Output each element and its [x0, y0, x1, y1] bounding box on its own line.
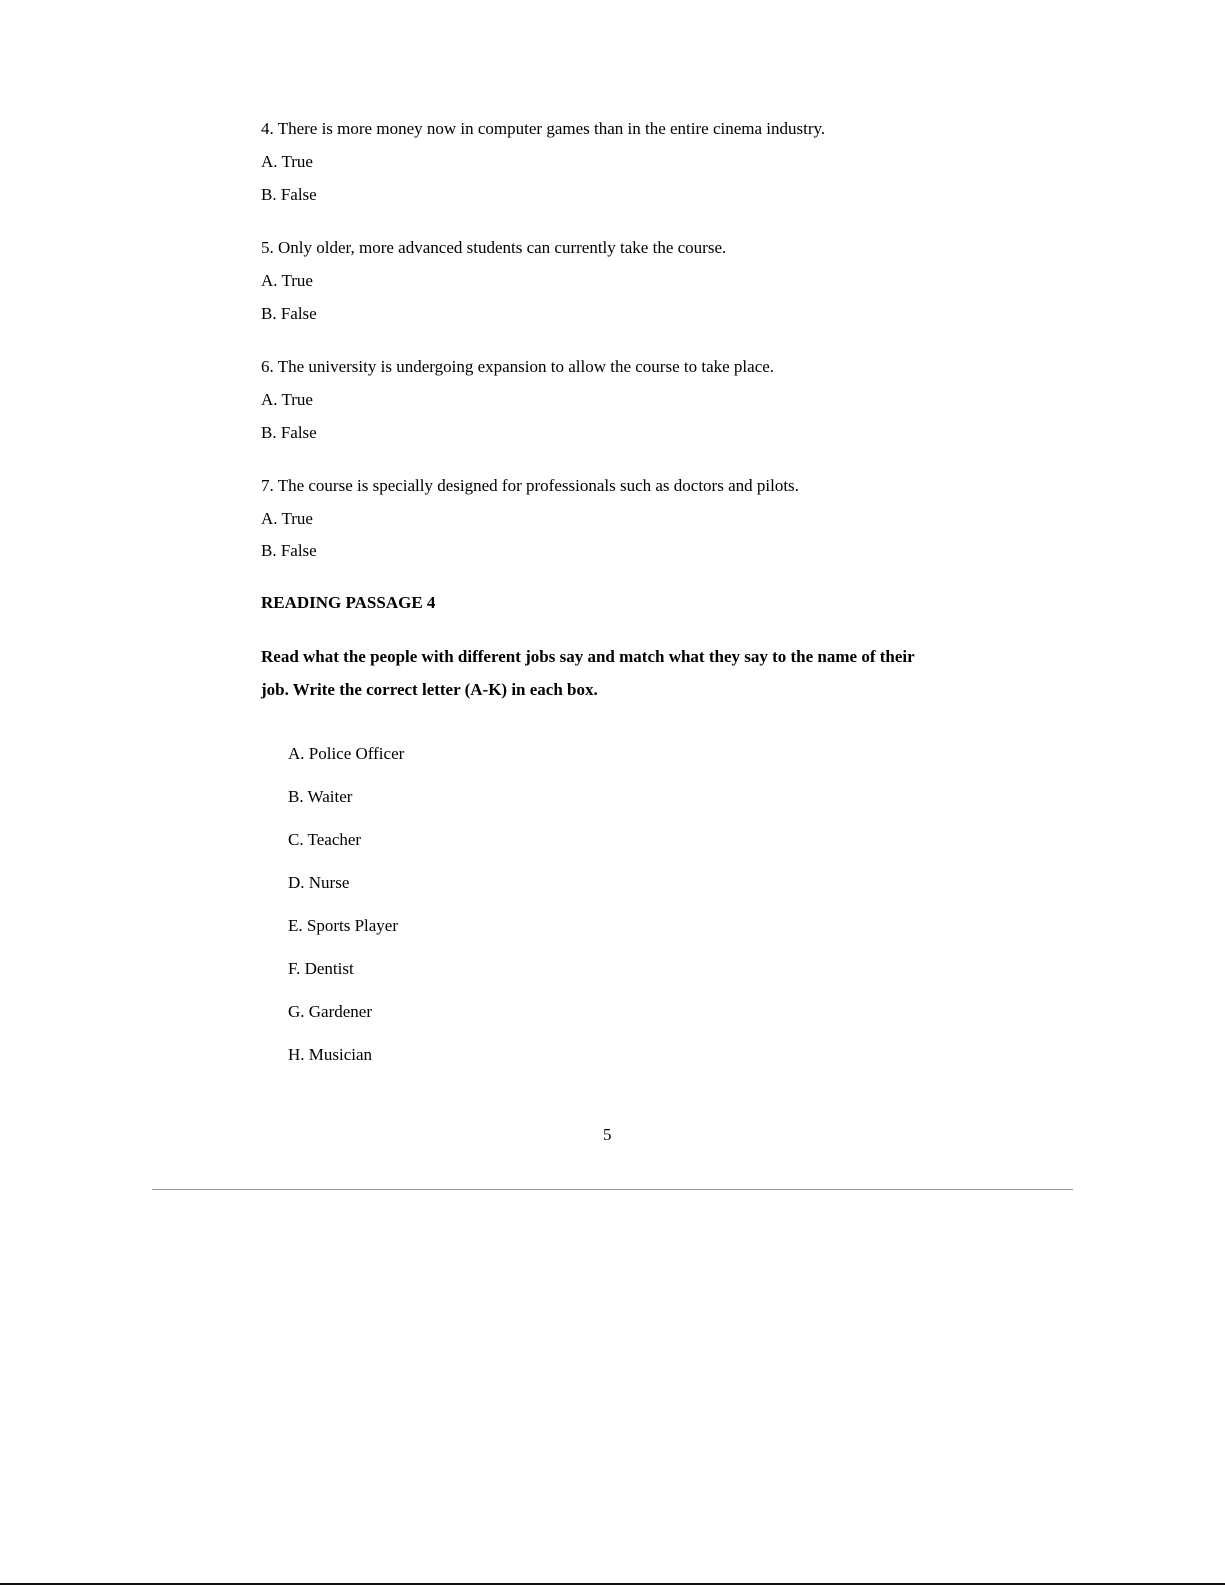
- job-item: F. Dentist: [288, 959, 354, 978]
- job-item: B. Waiter: [288, 787, 353, 806]
- question-5-option-a: A. True: [261, 271, 313, 290]
- passage-instruction-line-1: Read what the people with different jobs say and match what they say to the name of their: [261, 647, 915, 666]
- question-6-option-b: B. False: [261, 423, 317, 442]
- question-7-option-b: B. False: [261, 541, 317, 560]
- job-item: H. Musician: [288, 1045, 373, 1064]
- question-4-text: 4. There is more money now in computer games than in the entire cinema industry.: [261, 119, 826, 138]
- job-item: D. Nurse: [288, 873, 350, 892]
- job-item: C. Teacher: [288, 830, 362, 849]
- job-item: E. Sports Player: [288, 916, 399, 935]
- question-7-option-a: A. True: [261, 509, 313, 528]
- question-6-option-a: A. True: [261, 390, 313, 409]
- passage-heading: READING PASSAGE 4: [261, 593, 436, 612]
- question-4-option-a: A. True: [261, 152, 313, 171]
- job-item: A. Police Officer: [288, 744, 405, 763]
- question-7-text: 7. The course is specially designed for professionals such as doctors and pilots.: [261, 476, 799, 495]
- question-6-text: 6. The university is undergoing expansion to allow the course to take place.: [261, 357, 775, 376]
- page-number: 5: [603, 1125, 612, 1144]
- passage-instruction-line-2: job. Write the correct letter (A-K) in each box.: [261, 680, 598, 699]
- job-item: G. Gardener: [288, 1002, 373, 1021]
- question-5-text: 5. Only older, more advanced students can currently take the course.: [261, 238, 727, 257]
- question-4-option-b: B. False: [261, 185, 317, 204]
- page-divider: [152, 1189, 1073, 1190]
- question-5-option-b: B. False: [261, 304, 317, 323]
